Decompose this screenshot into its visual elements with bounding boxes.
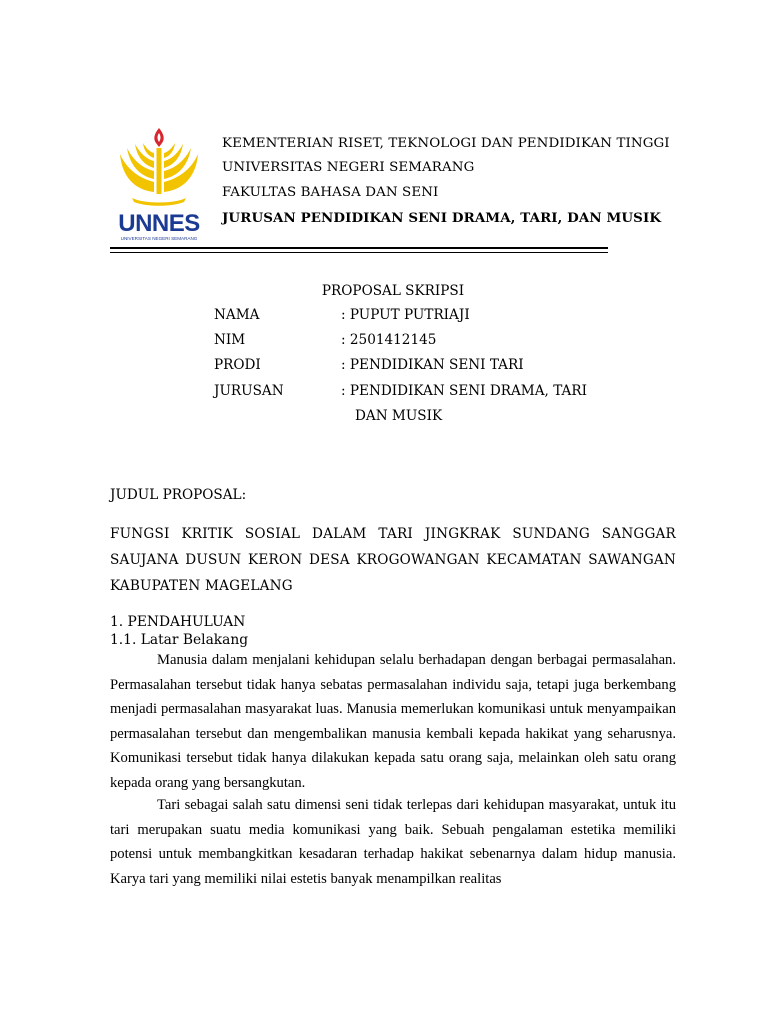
identity-label-nim: NIM: [214, 332, 246, 348]
identity-value-jurusan: : PENDIDIKAN SENI DRAMA, TARI: [341, 383, 587, 399]
document-title: PROPOSAL SKRIPSI: [321, 283, 465, 299]
identity-label-nama: NAMA: [214, 307, 260, 323]
unnes-logo: [112, 124, 206, 244]
header-divider-bottom: [110, 252, 608, 253]
identity-value-jurusan-cont: DAN MUSIK: [355, 408, 443, 424]
header-line-ministry: KEMENTERIAN RISET, TEKNOLOGI DAN PENDIDIKAN TINGGI: [222, 136, 670, 151]
identity-label-jurusan: JURUSAN: [214, 383, 284, 399]
subsection-heading: 1.1. Latar Belakang: [110, 632, 249, 648]
paragraph-1: Manusia dalam menjalani kehidupan selalu berhadapan dengan berbagai permasalahan. Permasalahan tersebut tidak hanya sebatas permasalahan individu saja, tetapi juga berkembang menjadi permasalahan masyarakat luas. Manusia memerlukan komunikasi untuk menyampaikan permasalahan tersebut dan mengembalikan manusia kembali kepada hakikat yang seharusnya. Komunikasi tersebut tidak hanya dilakukan kepada satu orang saja, melainkan oleh satu orang kepada orang yang bersangkutan.: [110, 652, 676, 791]
identity-value-nim: : 2501412145: [341, 332, 437, 348]
header-line-department: JURUSAN PENDIDIKAN SENI DRAMA, TARI, DAN MUSIK: [222, 210, 662, 226]
logo-brand-text: UNNES: [118, 210, 200, 237]
header-line-faculty: FAKULTAS BAHASA DAN SENI: [222, 185, 439, 200]
identity-value-prodi: : PENDIDIKAN SENI TARI: [341, 357, 524, 373]
judul-text: FUNGSI KRITIK SOSIAL DALAM TARI JINGKRAK SUNDANG SANGGAR SAUJANA DUSUN KERON DESA KROGOWANGAN KECAMATAN SAWANGAN KABUPATEN MAGELANG: [110, 526, 676, 594]
identity-value-nama: : PUPUT PUTRIAJI: [341, 307, 470, 323]
section-heading: 1. PENDAHULUAN: [110, 614, 246, 630]
logo-subtitle-text: UNIVERSITAS NEGERI SEMARANG: [120, 236, 198, 241]
header-line-university: UNIVERSITAS NEGERI SEMARANG: [222, 160, 475, 175]
header-divider-top: [110, 247, 608, 249]
identity-label-prodi: PRODI: [214, 357, 261, 373]
paragraph-2: Tari sebagai salah satu dimensi seni tidak terlepas dari kehidupan masyarakat, untuk itu tari merupakan suatu media komunikasi yang baik. Sebuah pengalaman estetika memiliki potensi untuk membangkitkan kesadaran terhadap hakikat sebenarnya dalam hidup manusia. Karya tari yang memiliki nilai estetis banyak menampilkan realitas: [110, 797, 676, 887]
judul-heading: JUDUL PROPOSAL:: [110, 487, 247, 503]
